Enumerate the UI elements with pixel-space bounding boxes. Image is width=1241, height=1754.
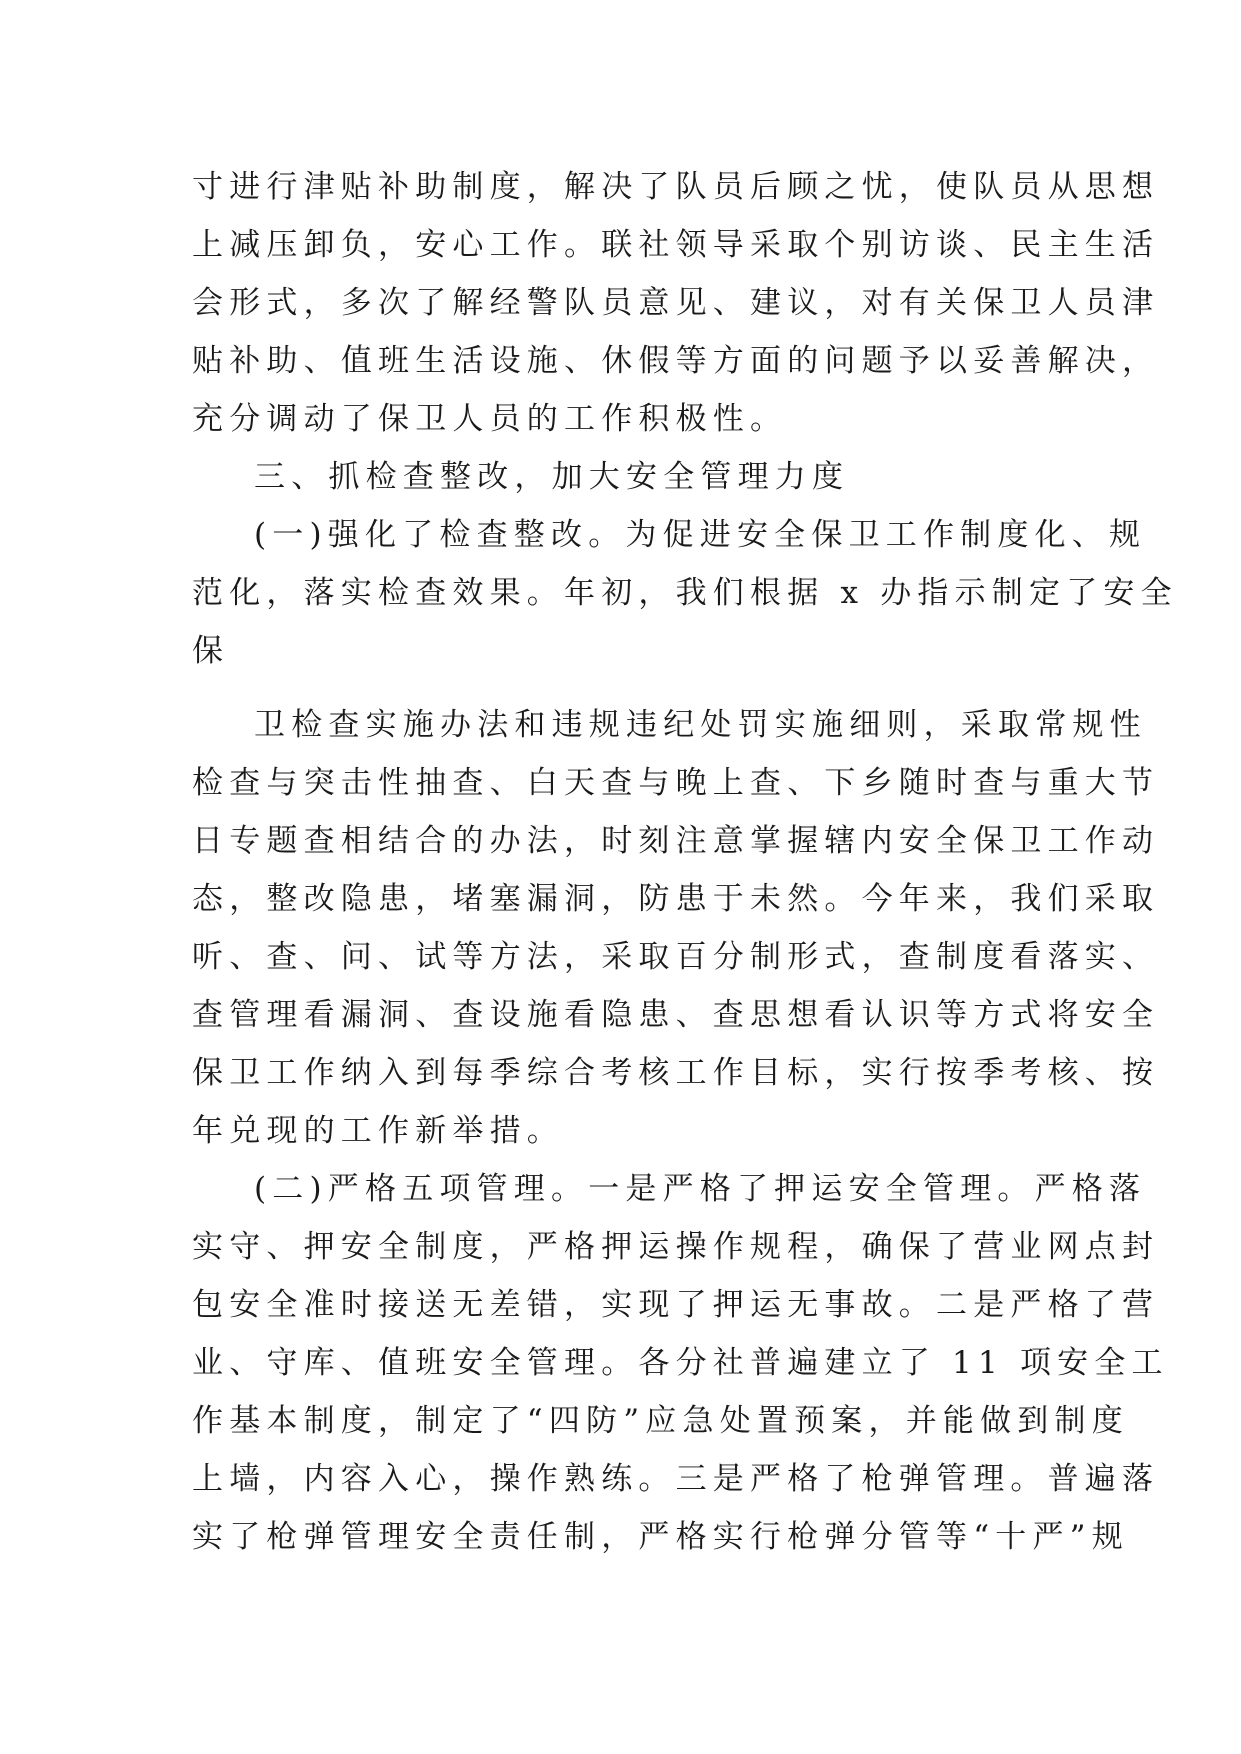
body-line: 听、查、问、试等方法，采取百分制形式，查制度看落实、 (192, 939, 1160, 975)
body-line: 业、守库、值班安全管理。各分社普遍建立了 11 项安全工 (192, 1345, 1169, 1381)
body-line: 检查与突击性抽查、白天查与晚上查、下乡随时查与重大节 (192, 765, 1160, 801)
body-line: 范化，落实检查效果。年初，我们根据 x 办指示制定了安全 (192, 575, 1178, 611)
body-line: 贴补助、值班生活设施、休假等方面的问题予以妥善解决， (192, 343, 1160, 379)
body-line: 保卫工作纳入到每季综合考核工作目标，实行按季考核、按 (192, 1055, 1160, 1091)
body-line: 上减压卸负，安心工作。联社领导采取个别访谈、民主生活 (192, 227, 1160, 263)
body-line: 会形式，多次了解经警队员意见、建议，对有关保卫人员津 (192, 285, 1160, 321)
body-line: 保 (192, 633, 230, 669)
body-line: 实了枪弹管理安全责任制，严格实行枪弹分管等“十严”规 (192, 1519, 1129, 1555)
section-heading: 三、抓检查整改，加大安全管理力度 (254, 459, 850, 495)
body-line: 实守、押安全制度，严格押运操作规程，确保了营业网点封 (192, 1229, 1160, 1265)
body-line: (一)强化了检查整改。为促进安全保卫工作制度化、规 (254, 517, 1147, 553)
body-line: 作基本制度，制定了“四防”应急处置预案，并能做到制度 (192, 1403, 1129, 1439)
body-line: (二)严格五项管理。一是严格了押运安全管理。严格落 (254, 1171, 1147, 1207)
document-body (192, 158, 1178, 1566)
body-line: 年兑现的工作新举措。 (192, 1113, 564, 1149)
body-line: 充分调动了保卫人员的工作积极性。 (192, 401, 788, 437)
body-line: 寸进行津贴补助制度，解决了队员后顾之忧，使队员从思想 (192, 169, 1160, 205)
body-line: 包安全准时接送无差错，实现了押运无事故。二是严格了营 (192, 1287, 1160, 1323)
body-line: 查管理看漏洞、查设施看隐患、查思想看认识等方式将安全 (192, 997, 1160, 1033)
body-line: 态，整改隐患，堵塞漏洞，防患于未然。今年来，我们采取 (192, 881, 1160, 917)
body-line: 日专题查相结合的办法，时刻注意掌握辖内安全保卫工作动 (192, 823, 1160, 859)
paragraph-continuation (192, 696, 1169, 1566)
body-line: 上墙，内容入心，操作熟练。三是严格了枪弹管理。普遍落 (192, 1461, 1160, 1497)
body-line: 卫检查实施办法和违规违纪处罚实施细则，采取常规性 (254, 707, 1147, 743)
